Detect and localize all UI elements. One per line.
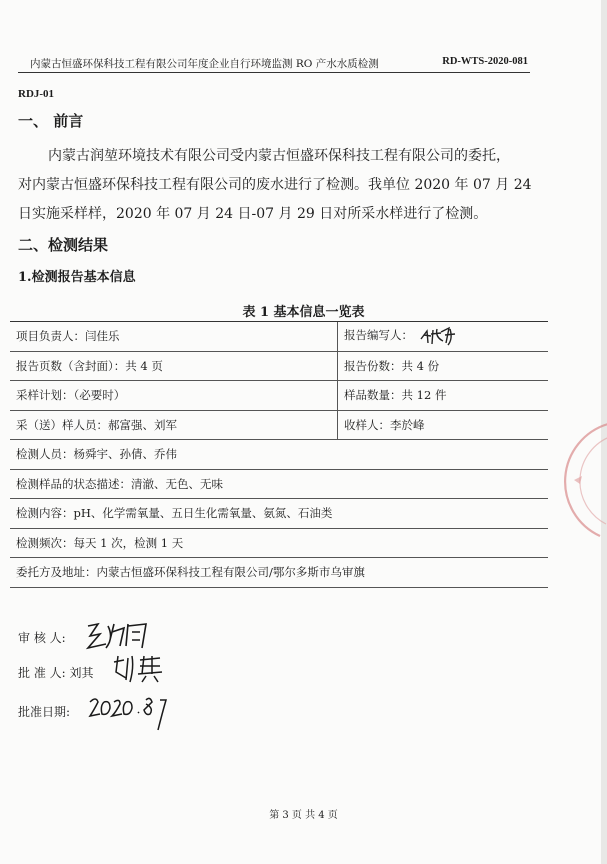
table-row [10, 469, 548, 499]
basic-info-table [10, 322, 548, 588]
page-count-cell: 报告页数（含封面）：共 4 页 [10, 351, 338, 381]
receiver-cell: 收样人：李於峰 [338, 410, 549, 440]
approval-date-row [18, 703, 70, 720]
sampling-plan-cell: 采样计划：（必要时） [10, 381, 338, 411]
approver-label: 批 准 人: 刘其 [18, 666, 94, 680]
table-caption: 表 1 基本信息一览表 [242, 305, 365, 320]
client-address-cell: 委托方及地址：内蒙古恒盛环保科技工程有限公司/鄂尔多斯市乌审旗 [10, 558, 548, 588]
test-frequency-cell: 检测频次：每天 1 次，检测 1 天 [10, 528, 548, 558]
preface-line-1: 内蒙古润堃环境技术有限公司受内蒙古恒盛环保科技工程有限公司的委托， [48, 148, 510, 164]
writer-signature [419, 325, 459, 347]
copies-cell: 报告份数：共 4 份 [338, 351, 549, 381]
section-heading-preface: 一、 前言 [18, 112, 84, 130]
project-leader-cell: 项目负责人：闫佳乐 [10, 322, 338, 351]
reviewer-row [18, 629, 66, 646]
reviewer-label: 审 核 人: [18, 631, 66, 645]
sample-state-cell: 检测样品的状态描述：清澈、无色、无味 [10, 469, 548, 499]
document-id: RDJ-01 [18, 88, 55, 100]
table-row [10, 558, 548, 588]
table-row [10, 528, 548, 558]
sampler-cell: 采（送）样人员：郝富强、刘军 [10, 410, 338, 440]
table-row [10, 351, 548, 381]
preface-line-3: 日实施采样样，2020 年 07 月 24 日-07 月 29 日对所采水样进行了检测。 [18, 206, 488, 222]
preface-paragraph [18, 142, 558, 229]
test-content-cell: 检测内容：pH、化学需氧量、五日生化需氧量、氨氮、石油类 [10, 499, 548, 529]
red-seal-stamp [560, 420, 607, 540]
page-footer: 第 3 页 共 4 页 [269, 810, 338, 821]
handwritten-date [88, 694, 168, 734]
table-row [10, 440, 548, 470]
inspectors-cell: 检测人员：杨舜宇、孙倩、乔伟 [10, 440, 548, 470]
section-heading-results: 二、检测结果 [18, 236, 109, 254]
report-code: RD-WTS-2020-081 [442, 56, 528, 67]
approver-signature [110, 652, 170, 684]
subsection-heading: 1.检测报告基本信息 [18, 270, 136, 285]
approval-date-label: 批准日期: [18, 705, 71, 719]
table-row [10, 381, 548, 411]
table-row [10, 499, 548, 529]
table-row [10, 322, 548, 351]
header-title: 内蒙古恒盛环保科技工程有限公司年度企业自行环境监测 RO 产水水质检测 [30, 58, 379, 70]
sample-count-cell: 样品数量：共 12 件 [338, 381, 549, 411]
reviewer-signature [84, 618, 164, 652]
report-writer-cell: 报告编写人： [338, 322, 549, 351]
approver-row [18, 664, 94, 681]
preface-line-2: 对内蒙古恒盛环保科技工程有限公司的废水进行了检测。我单位 2020 年 07 月 24 [18, 177, 532, 193]
table-row [10, 410, 548, 440]
header-rule [18, 72, 530, 73]
